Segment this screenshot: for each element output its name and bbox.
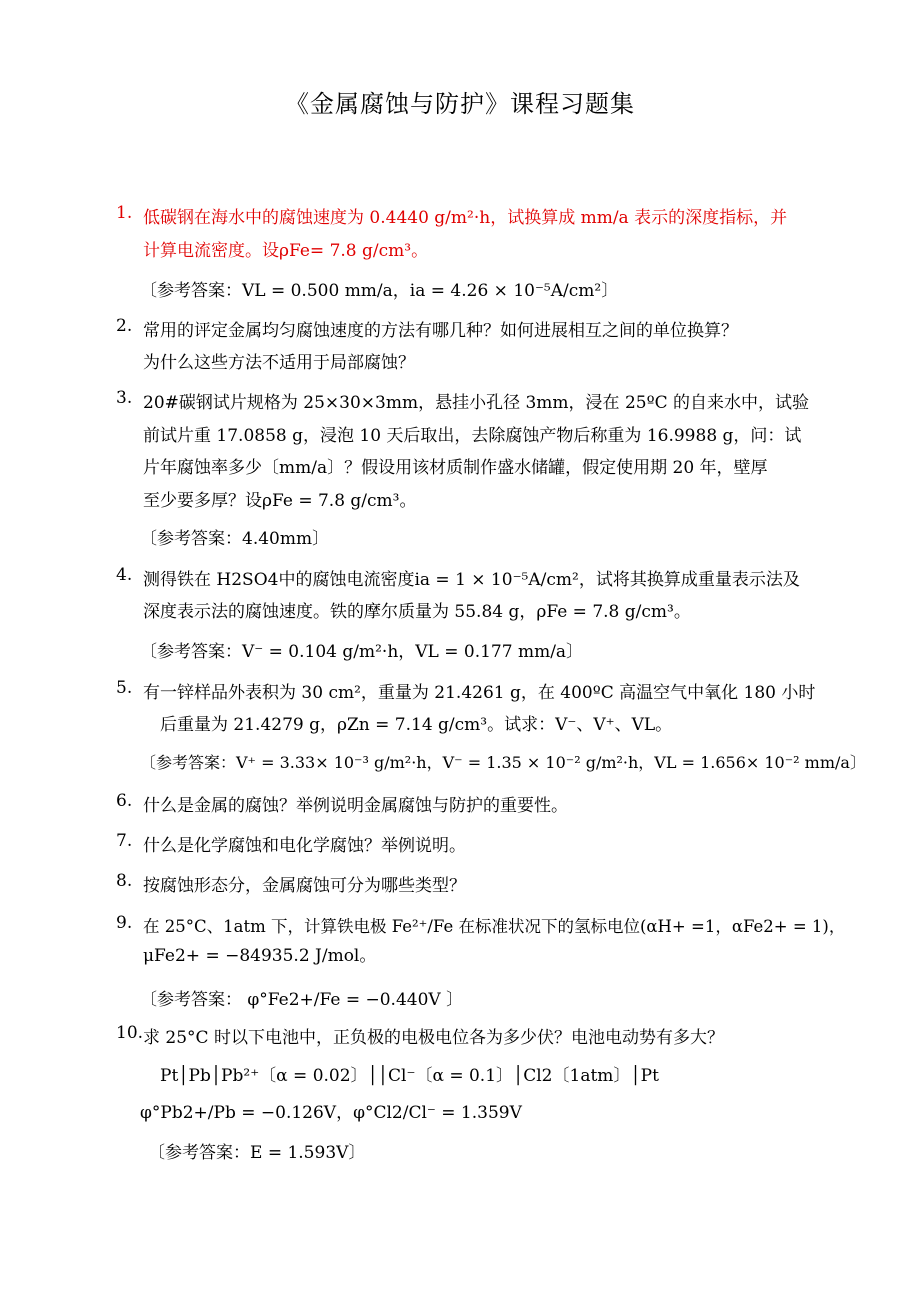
question-10-text: 求 25°C 时以下电池中，正负极的电极电位各为多少伏？电池电动势有多大？ xyxy=(143,1028,724,1048)
question-3-line-2: 前试片重 17.0858 g，浸泡 10 天后取出，去除腐蚀产物后称重为 16.9988 g，问：试 xyxy=(143,426,802,446)
question-8-number: 8. xyxy=(116,871,133,891)
question-4-answer: 〔参考答案：V⁻ = 0.104 g/m²·h，VL = 0.177 mm/a〕 xyxy=(140,642,584,662)
question-1-answer: 〔参考答案：VL = 0.500 mm/a，ia = 4.26 × 10⁻⁵A/cm²〕 xyxy=(140,281,619,301)
question-3-line-4: 至少要多厚？设ρFe = 7.8 g/cm³。 xyxy=(143,491,417,511)
question-2-line-1: 常用的评定金属均匀腐蚀速度的方法有哪几种？如何进展相互之间的单位换算？ xyxy=(143,321,738,341)
question-1-number: 1. xyxy=(116,203,133,223)
question-10-answer: 〔参考答案：E = 1.593V〕 xyxy=(148,1143,366,1163)
question-3-line-3: 片年腐蚀率多少〔mm/a〕？假设用该材质制作盛水储罐，假定使用期 20 年，壁厚 xyxy=(143,458,768,478)
question-2-line-2: 为什么这些方法不适用于局部腐蚀？ xyxy=(143,353,415,373)
question-10-potentials: φ°Pb2+/Pb = −0.126V，φ°Cl2/Cl⁻ = 1.359V xyxy=(140,1103,522,1123)
question-7-number: 7. xyxy=(116,831,133,851)
question-5-answer: 〔参考答案：V⁺ = 3.33× 10⁻³ g/m²·h，V⁻ = 1.35 × 10⁻² g/m²·h，VL = 1.656× 10⁻² mm/a〕 xyxy=(140,753,866,772)
question-6-text: 什么是金属的腐蚀？举例说明金属腐蚀与防护的重要性。 xyxy=(143,796,568,816)
question-9-line-2: μFe2+ = −84935.2 J/mol。 xyxy=(143,946,377,966)
question-10-number: 10. xyxy=(116,1023,144,1043)
question-3-answer: 〔参考答案：4.40mm〕 xyxy=(140,529,330,549)
question-3-line-1: 20#碳钢试片规格为 25×30×3mm，悬挂小孔径 3mm，浸在 25ºC 的自来水中，试验 xyxy=(143,393,809,413)
question-5-line-2: 后重量为 21.4279 g，ρZn = 7.14 g/cm³。试求：V⁻、V⁺、VL。 xyxy=(160,715,673,735)
question-2-number: 2. xyxy=(116,316,133,336)
question-1-line-1: 低碳钢在海水中的腐蚀速度为 0.4440 g/m²·h，试换算成 mm/a 表示的深度指标，并 xyxy=(143,208,788,228)
question-9-line-1: 在 25°C、1atm 下，计算铁电极 Fe²⁺/Fe 在标准状况下的氢标电位(αH+ =1，αFe2+ = 1)， xyxy=(143,917,846,936)
question-9-answer: 〔参考答案： φ°Fe2+/Fe = −0.440V 〕 xyxy=(140,990,464,1010)
question-1-line-2: 计算电流密度。设ρFe= 7.8 g/cm³。 xyxy=(143,241,429,261)
question-5-line-1: 有一锌样品外表积为 30 cm²，重量为 21.4261 g，在 400ºC 高温空气中氧化 180 小时 xyxy=(143,683,816,703)
page-title: 《金属腐蚀与防护》课程习题集 xyxy=(285,90,635,118)
question-10-cell-notation: Pt│Pb│Pb²⁺〔α = 0.02〕││Cl⁻〔α = 0.1〕│Cl2〔1atm〕│Pt xyxy=(160,1066,659,1086)
question-6-number: 6. xyxy=(116,791,133,811)
question-4-number: 4. xyxy=(116,565,133,585)
question-9-number: 9. xyxy=(116,913,133,933)
question-8-text: 按腐蚀形态分，金属腐蚀可分为哪些类型？ xyxy=(143,876,466,896)
question-4-line-1: 测得铁在 H2SO4中的腐蚀电流密度ia = 1 × 10⁻⁵A/cm²，试将其换算成重量表示法及 xyxy=(143,570,800,590)
question-4-line-2: 深度表示法的腐蚀速度。铁的摩尔质量为 55.84 g，ρFe = 7.8 g/cm³。 xyxy=(143,602,691,622)
question-5-number: 5. xyxy=(116,678,133,698)
question-7-text: 什么是化学腐蚀和电化学腐蚀？举例说明。 xyxy=(143,836,466,856)
question-3-number: 3. xyxy=(116,388,133,408)
